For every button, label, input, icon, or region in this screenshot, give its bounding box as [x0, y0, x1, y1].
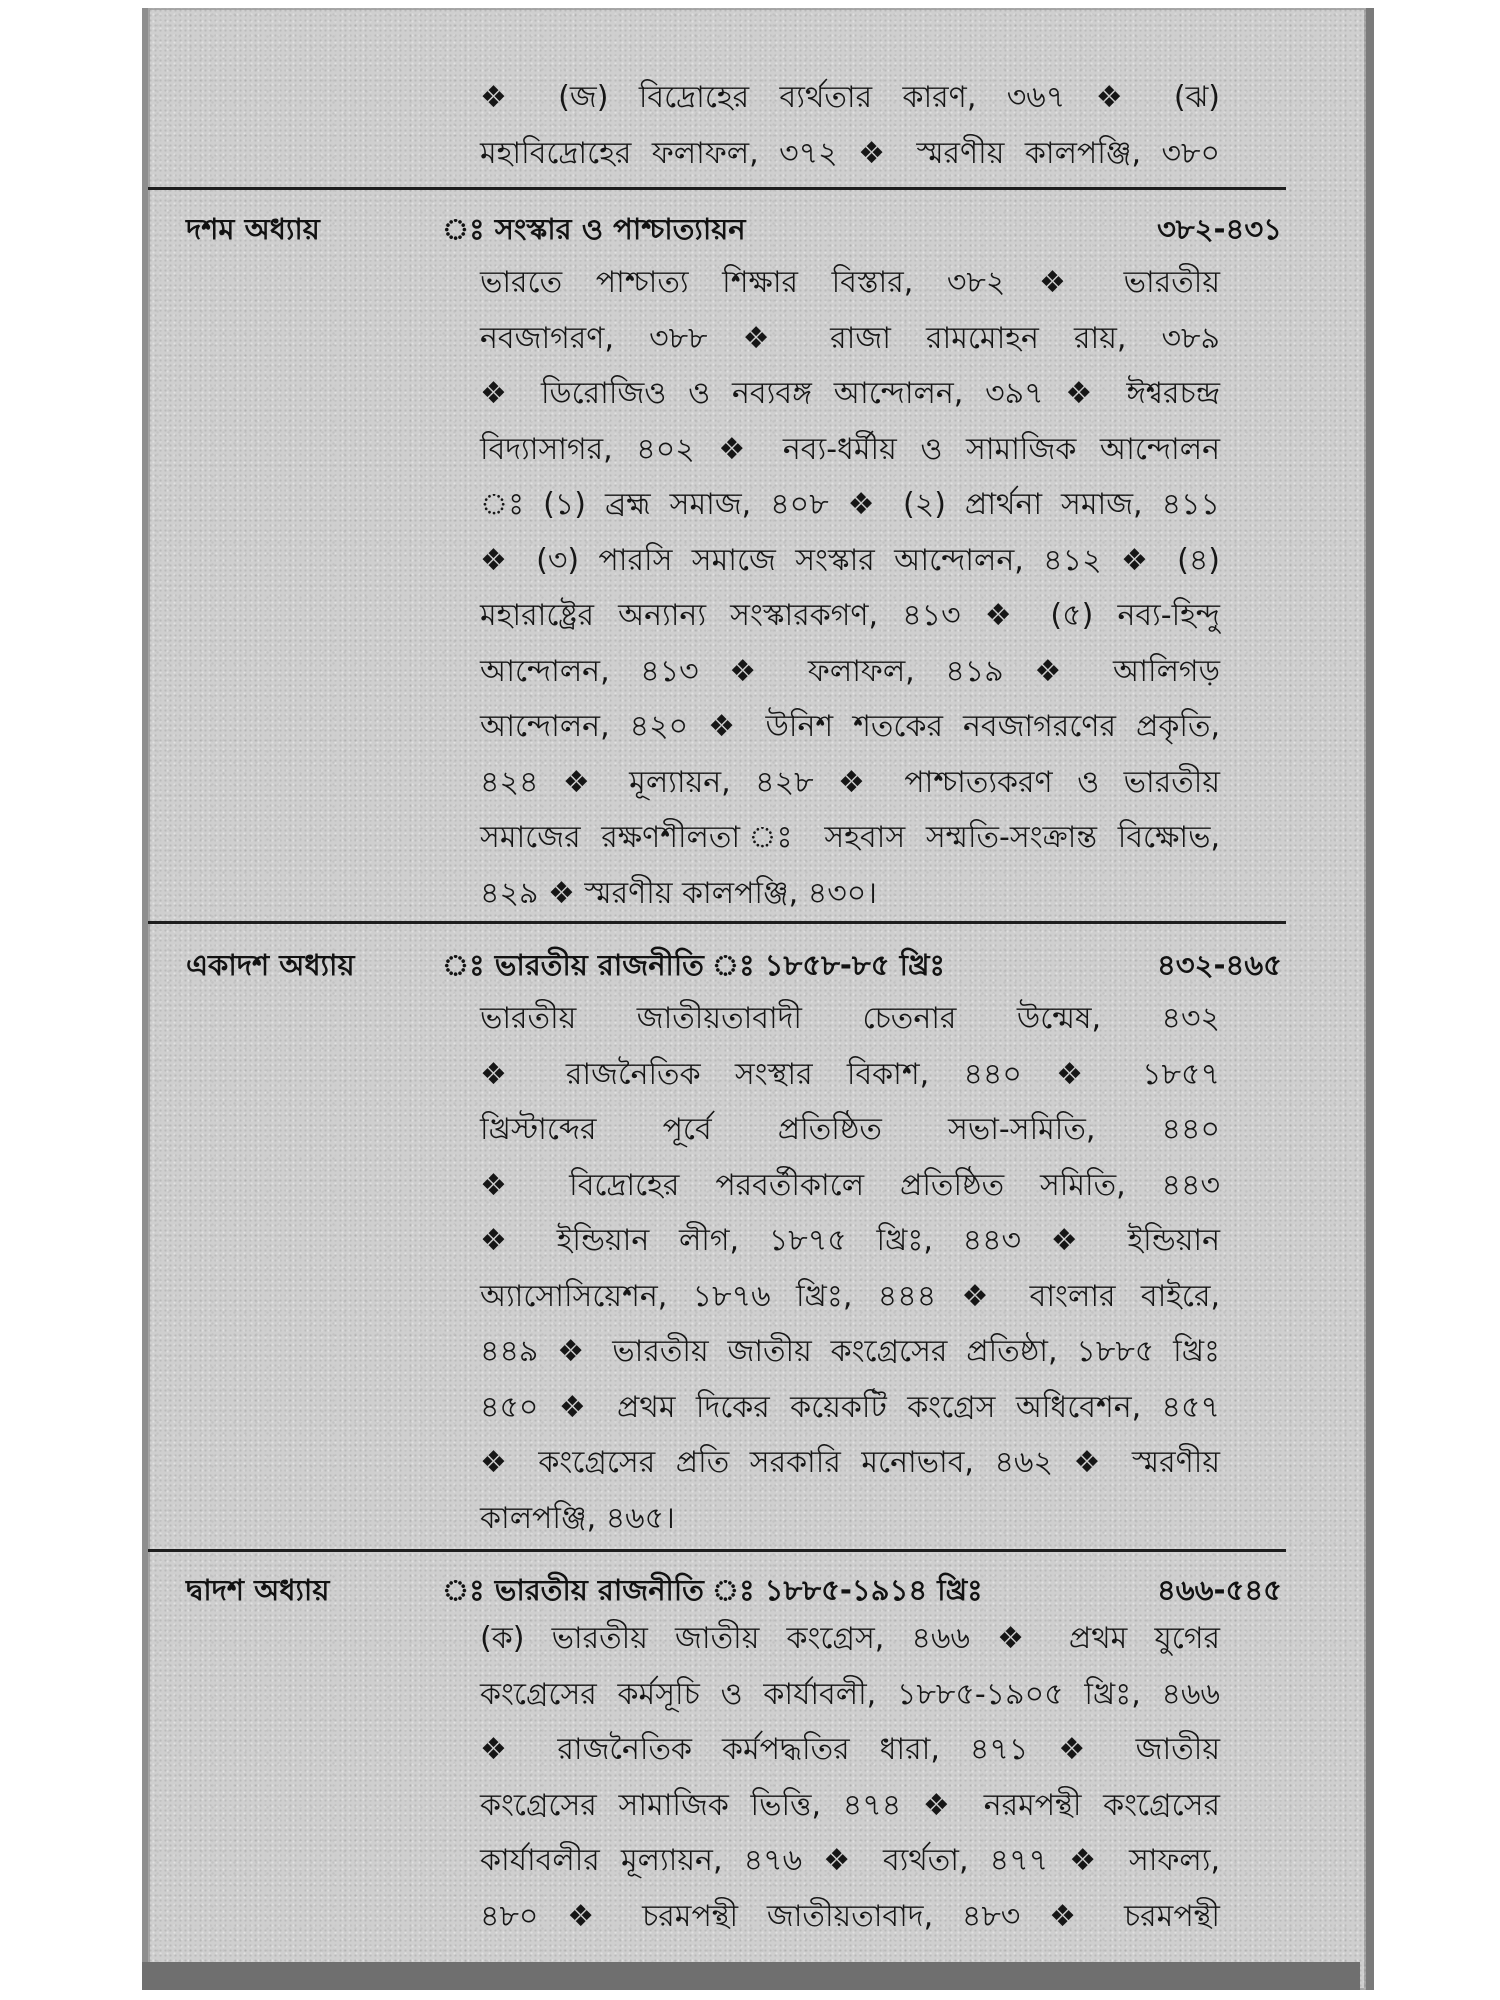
toc-line: ভারতে পাশ্চাত্য শিক্ষার বিস্তার, ৩৮২ ❖ ভারতীয়	[480, 265, 1220, 300]
toc-line: ৪২৯ ❖ স্মরণীয় কালপঞ্জি, ৪৩০।	[480, 875, 877, 911]
chapter-title: ঃ ভারতীয় রাজনীতি ঃ ১৮৫৮-৮৫ খ্রিঃ	[442, 948, 945, 982]
paper-bottom-edge	[142, 1962, 1360, 1990]
toc-line: সমাজের রক্ষণশীলতা ঃ সহবাস সম্মতি-সংক্রান্ত বিক্ষোভ,	[480, 820, 1220, 855]
section-divider	[148, 921, 1286, 924]
toc-line: ❖ রাজনৈতিক কর্মপদ্ধতির ধারা, ৪৭১ ❖ জাতীয়	[480, 1732, 1220, 1767]
toc-line: ভারতীয় জাতীয়তাবাদী চেতনার উন্মেষ, ৪৩২	[480, 1001, 1220, 1036]
toc-line: ❖ ডিরোজিও ও নব্যবঙ্গ আন্দোলন, ৩৯৭ ❖ ঈশ্বরচন্দ্র	[480, 376, 1220, 411]
toc-line: ❖ রাজনৈতিক সংস্থার বিকাশ, ৪৪০ ❖ ১৮৫৭	[480, 1056, 1220, 1092]
toc-line: কংগ্রেসের সামাজিক ভিত্তি, ৪৭৪ ❖ নরমপন্থী কংগ্রেসের	[480, 1787, 1220, 1823]
toc-line: আন্দোলন, ৪২০ ❖ উনিশ শতকের নবজাগরণের প্রকৃতি,	[480, 709, 1220, 744]
chapter-title: ঃ সংস্কার ও পাশ্চাত্যায়ন	[442, 212, 746, 246]
chapter-title: ঃ ভারতীয় রাজনীতি ঃ ১৮৮৫-১৯১৪ খ্রিঃ	[442, 1573, 983, 1607]
chapter-contents	[480, 991, 1220, 1546]
toc-line: ❖ বিদ্রোহের পরবর্তীকালে প্রতিষ্ঠিত সমিতি, ৪৪৩	[480, 1167, 1220, 1203]
toc-line: ৪২৪ ❖ মূল্যায়ন, ৪২৮ ❖ পাশ্চাত্যকরণ ও ভারতীয়	[480, 764, 1220, 800]
chapter-contents	[480, 1611, 1220, 1944]
chapter-page-range: ৪৩২-৪৬৫	[1156, 948, 1282, 982]
toc-line: ৪৫০ ❖ প্রথম দিকের কয়েকটি কংগ্রেস অধিবেশন, ৪৫৭	[480, 1389, 1220, 1425]
toc-line: অ্যাসোসিয়েশন, ১৮৭৬ খ্রিঃ, ৪৪৪ ❖ বাংলার বাইরে,	[480, 1278, 1220, 1314]
toc-line: বিদ্যাসাগর, ৪০২ ❖ নব্য-ধর্মীয় ও সামাজিক আন্দোলন	[480, 431, 1220, 467]
section-divider	[148, 1549, 1286, 1552]
toc-line: কংগ্রেসের কর্মসূচি ও কার্যাবলী, ১৮৮৫-১৯০৫ খ্রিঃ, ৪৬৬	[480, 1676, 1220, 1712]
chapter-label: দ্বাদশ অধ্যায়	[186, 1573, 330, 1607]
toc-line: নবজাগরণ, ৩৮৮ ❖ রাজা রামমোহন রায়, ৩৮৯	[480, 320, 1220, 356]
toc-line: খ্রিস্টাব্দের পূর্বে প্রতিষ্ঠিত সভা-সমিতি, ৪৪০	[480, 1112, 1220, 1147]
toc-line: ❖ (৩) পারসি সমাজে সংস্কার আন্দোলন, ৪১২ ❖ (৪)	[480, 542, 1220, 578]
continuation-block	[480, 70, 1220, 181]
chapter-label: একাদশ অধ্যায়	[186, 948, 355, 982]
toc-line: মহাবিদ্রোহের ফলাফল, ৩৭২ ❖ স্মরণীয় কালপঞ্জি, ৩৮০	[480, 135, 1220, 171]
toc-line: ❖ ইন্ডিয়ান লীগ, ১৮৭৫ খ্রিঃ, ৪৪৩ ❖ ইন্ডিয়ান	[480, 1223, 1220, 1258]
toc-line: আন্দোলন, ৪১৩ ❖ ফলাফল, ৪১৯ ❖ আলিগড়	[480, 653, 1220, 689]
toc-line: ৪৮০ ❖ চরমপন্থী জাতীয়তাবাদ, ৪৮৩ ❖ চরমপন্থী	[480, 1898, 1220, 1934]
toc-line: ঃ (১) ব্রহ্ম সমাজ, ৪০৮ ❖ (২) প্রার্থনা সমাজ, ৪১১	[480, 487, 1220, 522]
toc-line: ❖ কংগ্রেসের প্রতি সরকারি মনোভাব, ৪৬২ ❖ স্মরণীয়	[480, 1445, 1220, 1480]
toc-line: মহারাষ্ট্রের অন্যান্য সংস্কারকগণ, ৪১৩ ❖ (৫) নব্য-হিন্দু	[480, 598, 1220, 633]
chapter-contents	[480, 255, 1220, 921]
chapter-page-range: ৩৮২-৪৩১	[1156, 212, 1282, 246]
toc-line: কালপঞ্জি, ৪৬৫।	[480, 1500, 675, 1536]
chapter-page-range: ৪৬৬-৫৪৫	[1156, 1573, 1282, 1607]
toc-line: (ক) ভারতীয় জাতীয় কংগ্রেস, ৪৬৬ ❖ প্রথম যুগের	[480, 1621, 1220, 1656]
toc-line: ❖ (জ) বিদ্রোহের ব্যর্থতার কারণ, ৩৬৭ ❖ (ঝ)	[480, 80, 1220, 115]
chapter-label: দশম অধ্যায়	[186, 212, 320, 246]
toc-line: ৪৪৯ ❖ ভারতীয় জাতীয় কংগ্রেসের প্রতিষ্ঠা, ১৮৮৫ খ্রিঃ	[480, 1334, 1220, 1369]
section-divider	[148, 187, 1286, 190]
toc-line: কার্যাবলীর মূল্যায়ন, ৪৭৬ ❖ ব্যর্থতা, ৪৭৭ ❖ সাফল্য,	[480, 1843, 1220, 1878]
